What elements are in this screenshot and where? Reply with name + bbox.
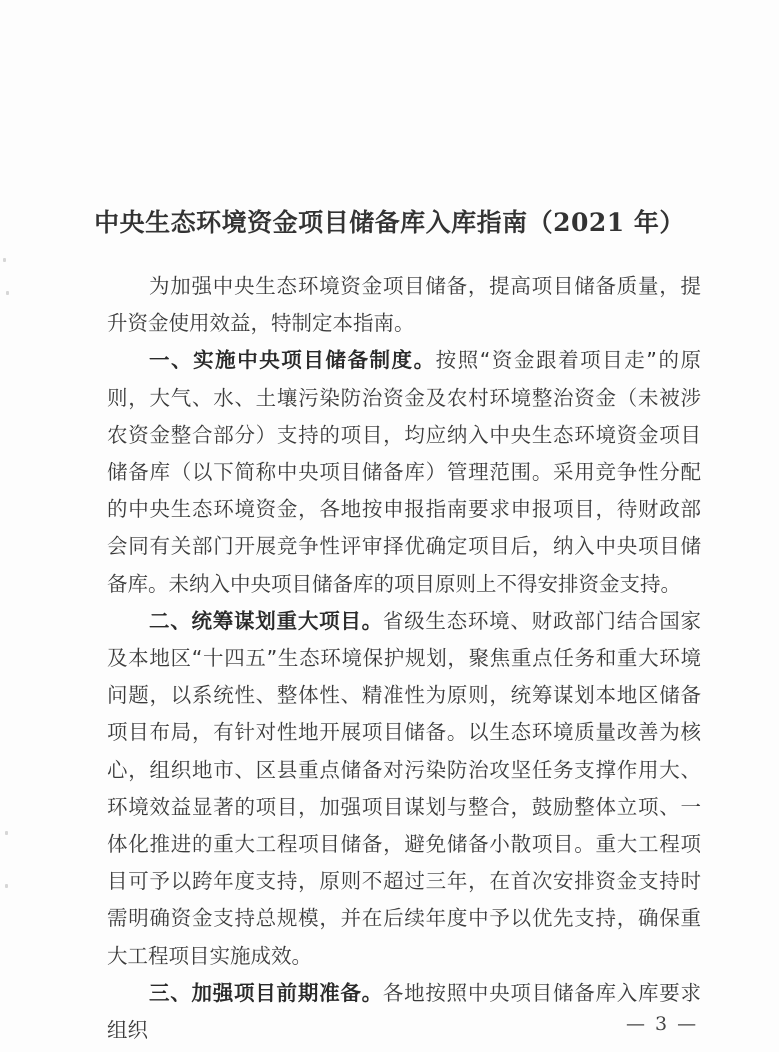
- section-2-paragraph: [107, 603, 701, 975]
- section-3-text: 各地按照中央项目储备库入库要求组织: [107, 980, 701, 1043]
- scan-artifact: [5, 884, 8, 888]
- section-1-heading: 一、实施中央项目储备制度。: [149, 348, 436, 373]
- section-3-paragraph: [107, 975, 701, 1049]
- document-title: 中央生态环境资金项目储备库入库指南（2021 年）: [94, 207, 685, 237]
- paragraph-text: 为加强中央生态环境资金项目储备，提高项目储备质量，提升资金使用效益，特制定本指南。: [107, 274, 701, 336]
- intro-paragraph: [107, 268, 701, 342]
- section-2-heading: 二、统筹谋划重大项目。: [149, 608, 383, 633]
- section-3-heading: 三、加强项目前期准备。: [149, 980, 383, 1005]
- document-body: [107, 268, 701, 1049]
- scan-artifact: [5, 831, 8, 835]
- section-1-text: 按照“资金跟着项目走”的原则，大气、水、土壤污染防治资金及农村环境整治资金（未被涉农资金整合部分）支持的项目，均应纳入中央生态环境资金项目储备库（以下简称中央项目储备库）管理范围。采用竞争性分配的中央生态环境资金，各地按申报指南要求申报项目，待财政部会同有关部门开展竞争性评审择优确定项目后，纳入中央项目储备库。未纳入中央项目储备库的项目原则上不得安排资金支持。: [107, 348, 701, 596]
- page-number: — 3 —: [626, 1013, 699, 1035]
- scan-artifact: [3, 258, 6, 262]
- section-1-paragraph: [107, 342, 701, 602]
- section-2-text: 省级生态环境、财政部门结合国家及本地区“十四五”生态环境保护规划，聚焦重点任务和重大环境问题，以系统性、整体性、精准性为原则，统筹谋划本地区储备项目布局，有针对性地开展项目储备。以生态环境质量改善为核心，组织地市、区县重点储备对污染防治攻坚任务支撑作用大、环境效益显著的项目，加强项目谋划与整合，鼓励整体立项、一体化推进的重大工程项目储备，避免储备小散项目。重大工程项目可予以跨年度支持，原则不超过三年，在首次安排资金支持时需明确资金支持总规模，并在后续年度中予以优先支持，确保重大工程项目实施成效。: [107, 608, 701, 968]
- scan-artifact: [6, 291, 9, 295]
